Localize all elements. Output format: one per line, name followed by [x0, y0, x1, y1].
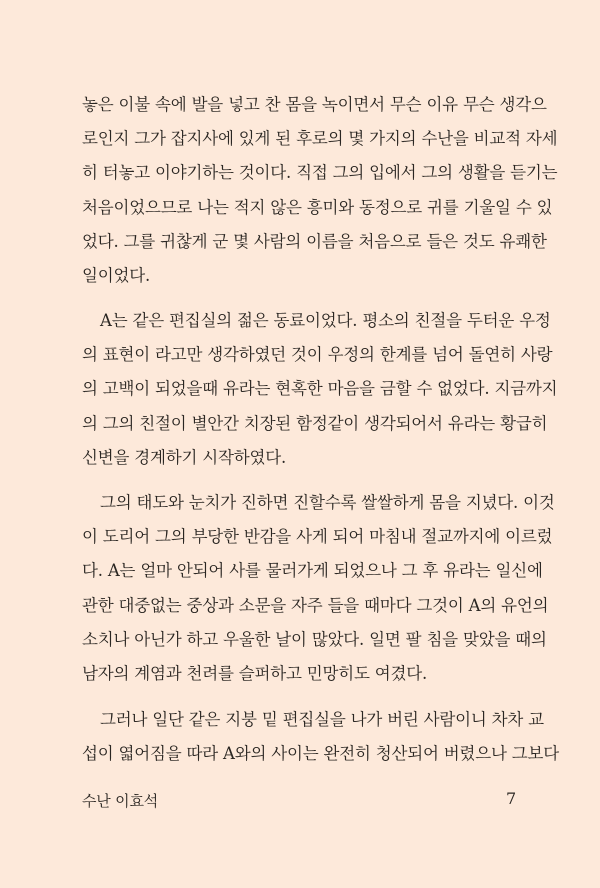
text-line: 섭이 엷어짐을 따라 A와의 사이는 완전히 청산되어 버렸으나 그보다 [82, 744, 560, 764]
text-line: 다. A는 얼마 안되어 사를 물러가게 되었으나 그 후 유라는 일신에 [82, 561, 543, 581]
paragraph-2 [82, 304, 558, 475]
text-line: 그의 태도와 눈치가 진하면 진할수록 쌀쌀하게 몸을 지녔다. 이것 [100, 493, 555, 512]
footer-book-title: 수난 이효석 [82, 792, 159, 810]
paragraph-3 [82, 486, 555, 691]
page-number: 7 [506, 789, 517, 808]
text-line: 놓은 이불 속에 발을 넣고 찬 몸을 녹이면서 무슨 이유 무슨 생각으 [82, 95, 547, 114]
text-line: 소치나 아닌가 하고 우울한 날이 많았다. 일면 팔 침을 맞았을 때의 [82, 629, 547, 649]
text-line: 남자의 계염과 천려를 슬퍼하고 민망히도 여겼다. [82, 664, 428, 684]
text-line: 일이었다. [82, 266, 151, 286]
paragraph-1 [82, 88, 558, 293]
text-line: 로인지 그가 잡지사에 있게 된 후로의 몇 가지의 수난을 비교적 자세 [82, 129, 558, 149]
text-line: 신변을 경계하기 시작하였다. [82, 447, 287, 467]
text-line: 처음이었으므로 나는 적지 않은 흥미와 동정으로 귀를 기울일 수 있 [82, 197, 553, 217]
text-line: 의 그의 친절이 별안간 치장된 함정같이 생각되어서 유라는 황급히 [82, 413, 548, 433]
text-line: 의 고백이 되었을때 유라는 현혹한 마음을 금할 수 없었다. 지금까지 [82, 379, 558, 399]
text-line: 관한 대중없는 중상과 소문을 자주 들을 때마다 그것이 A의 유언의 [82, 595, 549, 615]
text-line: 이 도리어 그의 부당한 반감을 사게 되어 마침내 절교까지에 이르렀 [82, 527, 553, 547]
text-line: 었다. 그를 귀찮게 군 몇 사람의 이름을 처음으로 들은 것도 유쾌한 [82, 231, 547, 251]
text-line: 의 표현이 라고만 생각하였던 것이 우정의 한계를 넘어 돌연히 사랑 [82, 345, 553, 365]
text-line: A는 같은 편집실의 젊은 동료이었다. 평소의 친절을 두터운 우정 [100, 311, 551, 330]
text-line: 히 터놓고 이야기하는 것이다. 직접 그의 입에서 그의 생활을 듣기는 [82, 163, 558, 183]
text-line: 그러나 일단 같은 지붕 밑 편집실을 나가 버린 사람이니 차차 교 [100, 710, 544, 729]
paragraph-4 [82, 703, 560, 771]
